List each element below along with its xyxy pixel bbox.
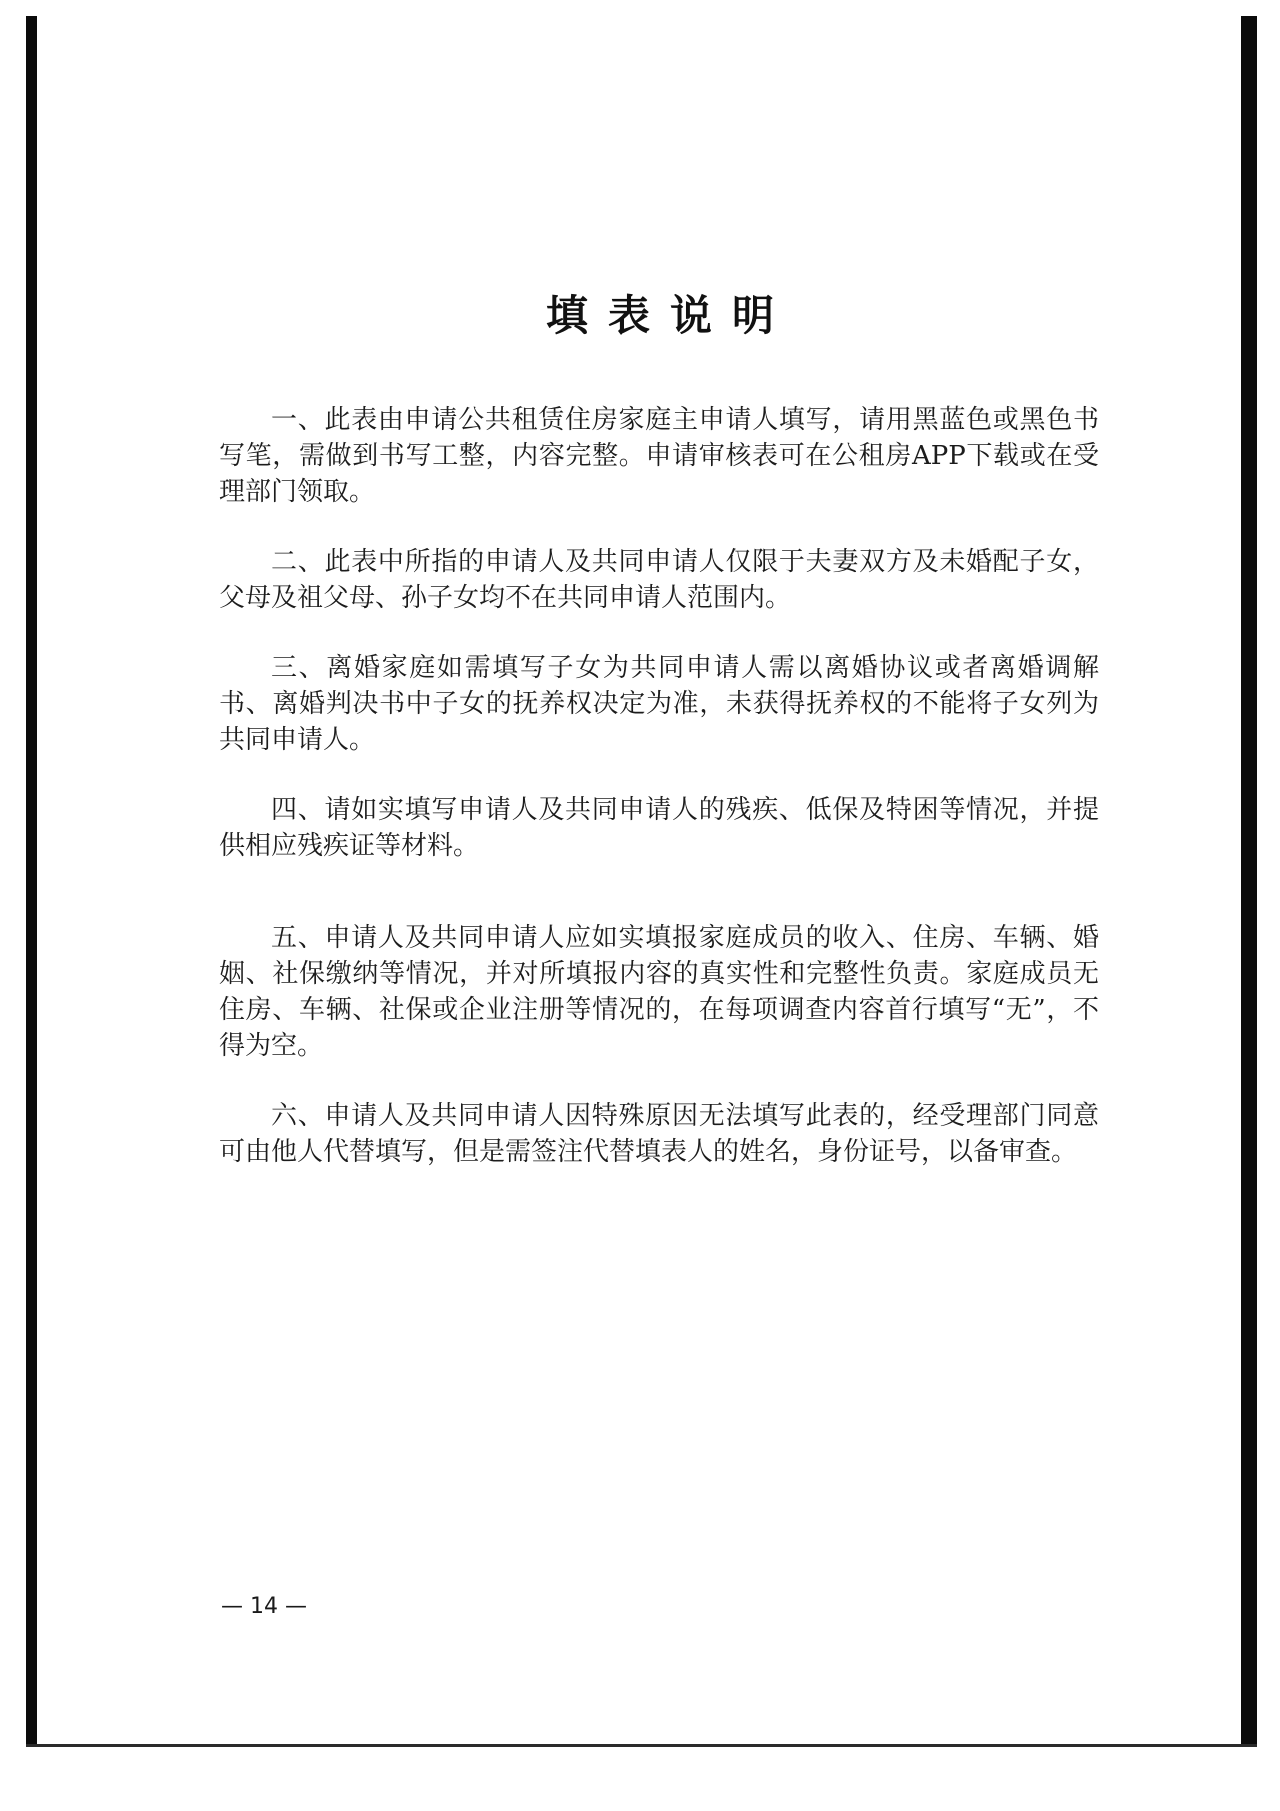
instruction-item-1: 一、此表由申请公共租赁住房家庭主申请人填写，请用黑蓝色或黑色书写笔，需做到书写工整，内容完整。申请审核表可在公租房APP下载或在受理部门领取。: [219, 405, 1099, 507]
instructions-list: [219, 402, 1099, 1170]
instruction-item-2: 二、此表中所指的申请人及共同申请人仅限于夫妻双方及未婚配子女，父母及祖父母、孙子女均不在共同申请人范围内。: [219, 547, 1099, 613]
page-title: 填表说明: [545, 291, 794, 341]
instruction-item-5: 五、申请人及共同申请人应如实填报家庭成员的收入、住房、车辆、婚姻、社保缴纳等情况，并对所填报内容的真实性和完整性负责。家庭成员无住房、车辆、社保或企业注册等情况的，在每项调查内容首行填写“无”，不得为空。: [219, 923, 1099, 1061]
page-number: — 14 —: [221, 1594, 307, 1619]
scan-border-right: [1241, 16, 1257, 1746]
scan-border-left: [26, 16, 37, 1746]
instruction-item-4: 四、请如实填写申请人及共同申请人的残疾、低保及特困等情况，并提供相应残疾证等材料。: [219, 795, 1099, 861]
instruction-item-6: 六、申请人及共同申请人因特殊原因无法填写此表的，经受理部门同意可由他人代替填写，但是需签注代替填表人的姓名，身份证号，以备审查。: [219, 1101, 1099, 1167]
scan-border-bottom: [26, 1744, 1257, 1747]
instruction-item-3: 三、离婚家庭如需填写子女为共同申请人需以离婚协议或者离婚调解书、离婚判决书中子女的抚养权决定为准，未获得抚养权的不能将子女列为共同申请人。: [219, 653, 1099, 755]
